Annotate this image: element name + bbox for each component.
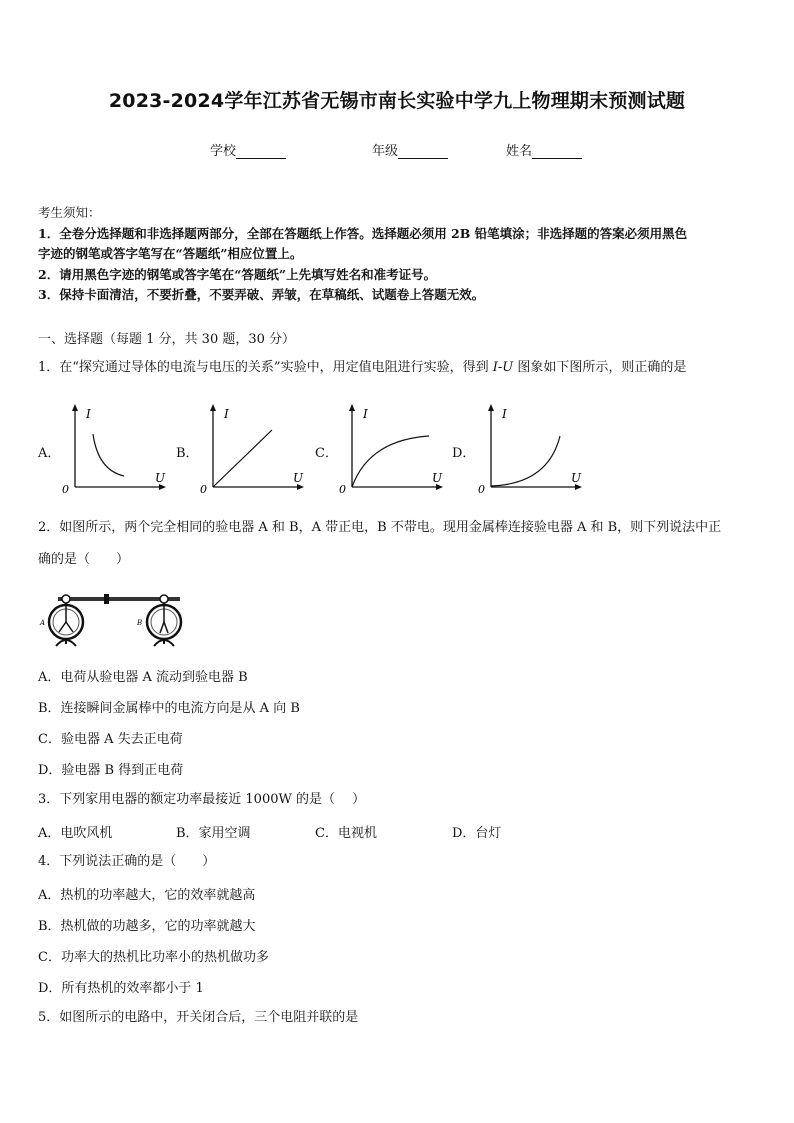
school-blank[interactable] (236, 144, 286, 159)
q4-option-c[interactable]: C．功率大的热机比功率小的热机做功多 (38, 950, 269, 965)
q4-option-a[interactable]: A．热机的功率越大，它的效率就越高 (38, 888, 256, 903)
section-title: 一、选择题（每题 1 分，共 30 题，30 分） (38, 332, 296, 347)
question-1 (38, 358, 758, 378)
q1-option-a-label[interactable]: A． (38, 446, 61, 461)
q4-option-d[interactable]: D．所有热机的效率都小于 1 (38, 981, 204, 996)
axis-i-label: I (86, 407, 91, 421)
curve (352, 436, 429, 487)
q1-graph-c (337, 402, 447, 497)
page-title: 2023-2024学年江苏省无锡市南长实验中学九上物理期末预测试题 (108, 90, 686, 112)
student-info-row (0, 140, 794, 160)
q1-graph-b (198, 402, 308, 497)
origin-label: 0 (339, 483, 346, 496)
electroscope-b (147, 595, 181, 646)
name-field[interactable] (506, 140, 582, 159)
q1-text-before: 1．在“探究通过导体的电流与电压的关系”实验中，用定值电阻进行实验，得到 (38, 360, 493, 375)
axis-i-label: I (502, 407, 507, 421)
y-axis-arrow (210, 404, 216, 411)
notice-item: 字迹的钢笔或答字笔写在“答题纸”相应位置上。 (38, 246, 303, 261)
y-axis-arrow (349, 404, 355, 411)
curve (213, 430, 272, 487)
q2-option-c[interactable]: C．验电器 A 失去正电荷 (38, 732, 183, 747)
question-5: 5．如图所示的电路中，开关闭合后，三个电阻并联的是 (38, 1010, 359, 1025)
q1-option-c-label[interactable]: C． (315, 446, 338, 461)
axis-u-label: U (155, 471, 166, 485)
question-3: 3．下列家用电器的额定功率最接近 1000W 的是（ ） (38, 792, 366, 807)
exam-notice (38, 203, 758, 306)
question-2-line-2: 确的是（ ） (38, 552, 130, 567)
q1-option-d-label[interactable]: D． (452, 446, 476, 461)
name-blank[interactable] (532, 144, 582, 159)
school-label: 学校 (210, 144, 237, 159)
q1-option-b-label[interactable]: B． (176, 446, 199, 461)
electroscope-a (49, 595, 83, 646)
curve (93, 434, 124, 476)
axis-u-label: U (293, 471, 304, 485)
axis-i-label: I (224, 407, 229, 421)
q1-graph-d (476, 402, 586, 497)
q2-option-b[interactable]: B．连接瞬间金属棒中的电流方向是从 A 向 B (38, 701, 300, 716)
notice-item: 2．请用黑色字迹的钢笔或答字笔在“答题纸”上先填写姓名和准考证号。 (38, 266, 437, 282)
question-2-line-1: 2．如图所示，两个完全相同的验电器 A 和 B，A 带正电，B 不带电。现用金属棒连接验电器 A 和 B，则下列说法中正 (38, 520, 722, 535)
label-b: B (137, 619, 143, 627)
q1-text-after: 图象如下图所示，则正确的是 (513, 360, 687, 375)
axis-u-label: U (432, 471, 443, 485)
q2-option-a[interactable]: A．电荷从验电器 A 流动到验电器 B (38, 670, 248, 685)
q2-option-d[interactable]: D．验电器 B 得到正电荷 (38, 763, 184, 778)
notice-heading: 考生须知： (38, 205, 101, 220)
curve (491, 436, 560, 486)
grade-blank[interactable] (398, 144, 448, 159)
y-axis-arrow (72, 404, 78, 411)
y-axis-arrow (488, 404, 494, 411)
axis-u-label: U (571, 471, 582, 485)
question-4: 4．下列说法正确的是（ ） (38, 854, 216, 869)
origin-label: 0 (62, 483, 69, 496)
school-field[interactable] (210, 140, 286, 159)
name-label: 姓名 (506, 144, 533, 159)
q3-option-a[interactable]: A．电吹风机 (38, 826, 113, 841)
q4-option-b[interactable]: B．热机做的功越多，它的功率就越大 (38, 919, 256, 934)
notice-item: 3．保持卡面清洁，不要折叠，不要弄破、弄皱，在草稿纸、试题卷上答题无效。 (38, 287, 485, 302)
grade-label: 年级 (372, 144, 399, 159)
q1-iu-symbol: I-U (492, 360, 514, 375)
q3-option-d[interactable]: D．台灯 (452, 826, 502, 841)
axis-i-label: I (363, 407, 368, 421)
label-a: A (40, 619, 46, 627)
q3-option-c[interactable]: C．电视机 (315, 826, 377, 841)
origin-label: 0 (478, 483, 485, 496)
notice-item: 1．全卷分选择题和非选择题两部分，全部在答题纸上作答。选择题必须用 2B 铅笔填涂；非选择题的答案必须用黑色 (38, 225, 688, 241)
rod-handle (104, 594, 109, 604)
q3-option-b[interactable]: B．家用空调 (176, 826, 251, 841)
origin-label: 0 (200, 483, 207, 496)
q1-graph-a (60, 402, 170, 497)
electroscope-figure (38, 588, 188, 648)
grade-field[interactable] (372, 140, 448, 159)
